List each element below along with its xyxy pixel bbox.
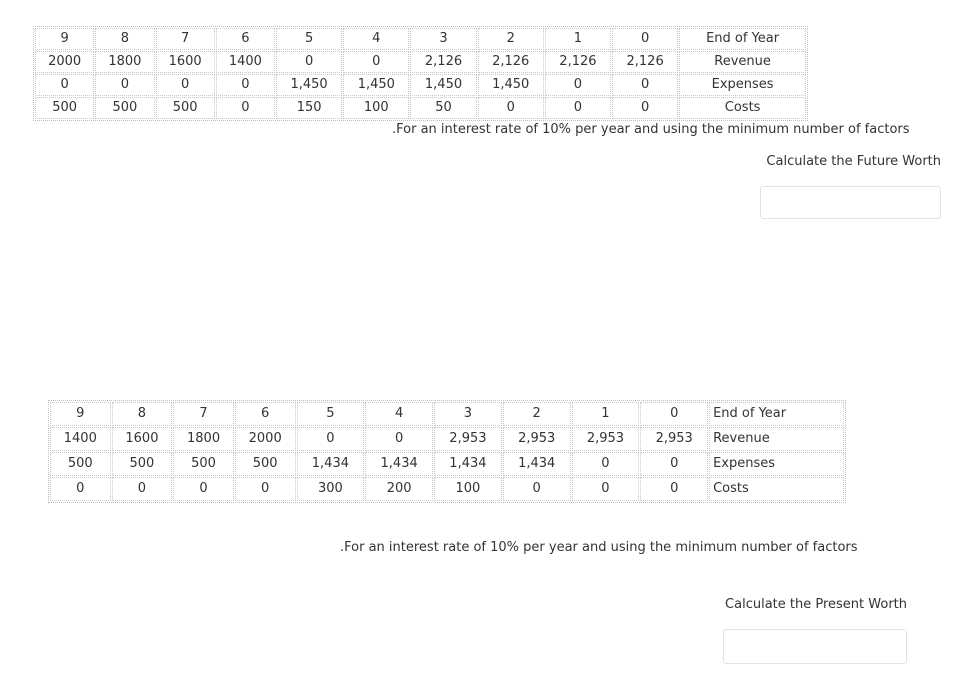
table-cell: 500 <box>173 452 234 476</box>
cash-flow-table-1-body <box>35 28 806 119</box>
interest-rate-text-1: .For an interest rate of 10% per year and using the minimum number of factors <box>392 122 910 137</box>
table-cell: 1800 <box>173 427 234 451</box>
table-row <box>50 427 844 451</box>
table-cell: 0 <box>478 97 544 119</box>
table-cell: 0 <box>216 74 275 96</box>
table-cell: 5 <box>276 28 342 50</box>
cash-flow-table-1 <box>33 26 808 121</box>
table-cell: 0 <box>612 74 678 96</box>
row-label: Revenue <box>709 427 844 451</box>
row-label: Expenses <box>709 452 844 476</box>
table-cell: 0 <box>235 477 296 501</box>
table-cell: 0 <box>640 402 708 426</box>
row-label: Costs <box>679 97 806 119</box>
calculate-future-worth-label: Calculate the Future Worth <box>766 154 941 169</box>
table-cell: 8 <box>95 28 154 50</box>
table-cell: 1,434 <box>297 452 365 476</box>
table-cell: 5 <box>297 402 365 426</box>
table-cell: 1,434 <box>365 452 433 476</box>
table-cell: 500 <box>156 97 215 119</box>
table-cell: 1,450 <box>478 74 544 96</box>
table-row <box>50 477 844 501</box>
table-cell: 500 <box>35 97 94 119</box>
table-cell: 150 <box>276 97 342 119</box>
table-cell: 100 <box>434 477 502 501</box>
table-cell: 2 <box>503 402 571 426</box>
present-worth-answer-input[interactable] <box>723 629 907 664</box>
table-cell: 0 <box>173 477 234 501</box>
table-cell: 2,126 <box>478 51 544 73</box>
table-row <box>35 97 806 119</box>
table-cell: 0 <box>216 97 275 119</box>
table-row <box>35 51 806 73</box>
table-cell: 2000 <box>235 427 296 451</box>
table-cell: 1 <box>545 28 611 50</box>
table-cell: 0 <box>112 477 173 501</box>
table-cell: 0 <box>276 51 342 73</box>
table-cell: 0 <box>343 51 409 73</box>
table-cell: 500 <box>50 452 111 476</box>
cash-flow-table-2-body <box>50 402 844 501</box>
table-cell: 0 <box>50 477 111 501</box>
table-cell: 0 <box>640 452 708 476</box>
table-cell: 6 <box>235 402 296 426</box>
table-cell: 3 <box>410 28 476 50</box>
table-cell: 1800 <box>95 51 154 73</box>
row-label: Costs <box>709 477 844 501</box>
row-label: Expenses <box>679 74 806 96</box>
table-cell: 1,450 <box>343 74 409 96</box>
table-cell: 0 <box>297 427 365 451</box>
interest-rate-text-2: .For an interest rate of 10% per year and using the minimum number of factors <box>340 540 858 555</box>
table-cell: 0 <box>156 74 215 96</box>
table-cell: 0 <box>365 427 433 451</box>
table-cell: 500 <box>235 452 296 476</box>
table-row <box>50 402 844 426</box>
table-cell: 2000 <box>35 51 94 73</box>
table-cell: 2 <box>478 28 544 50</box>
table-cell: 500 <box>95 97 154 119</box>
table-cell: 0 <box>95 74 154 96</box>
table-cell: 1,450 <box>276 74 342 96</box>
row-label: Revenue <box>679 51 806 73</box>
table-cell: 0 <box>640 477 708 501</box>
table-cell: 2,953 <box>640 427 708 451</box>
table-cell: 9 <box>35 28 94 50</box>
table-cell: 0 <box>612 97 678 119</box>
table-cell: 4 <box>365 402 433 426</box>
table-cell: 0 <box>612 28 678 50</box>
table-cell: 9 <box>50 402 111 426</box>
future-worth-answer-input[interactable] <box>760 186 941 219</box>
table-cell: 0 <box>572 452 640 476</box>
table-cell: 2,953 <box>434 427 502 451</box>
table-cell: 1,434 <box>503 452 571 476</box>
table-cell: 7 <box>156 28 215 50</box>
table-cell: 1600 <box>112 427 173 451</box>
table-cell: 300 <box>297 477 365 501</box>
table-cell: 0 <box>572 477 640 501</box>
table-cell: 1,434 <box>434 452 502 476</box>
table-cell: 50 <box>410 97 476 119</box>
table-cell: 2,126 <box>545 51 611 73</box>
table-cell: 3 <box>434 402 502 426</box>
table-cell: 0 <box>545 74 611 96</box>
table-cell: 1600 <box>156 51 215 73</box>
table-cell: 1 <box>572 402 640 426</box>
row-label: End of Year <box>679 28 806 50</box>
table-cell: 2,126 <box>410 51 476 73</box>
table-cell: 1400 <box>216 51 275 73</box>
table-cell: 0 <box>545 97 611 119</box>
table-cell: 7 <box>173 402 234 426</box>
row-label: End of Year <box>709 402 844 426</box>
table-cell: 4 <box>343 28 409 50</box>
table-cell: 6 <box>216 28 275 50</box>
table-cell: 2,126 <box>612 51 678 73</box>
table-cell: 2,953 <box>572 427 640 451</box>
table-cell: 1,450 <box>410 74 476 96</box>
table-cell: 0 <box>503 477 571 501</box>
calculate-present-worth-label: Calculate the Present Worth <box>725 597 907 612</box>
table-cell: 2,953 <box>503 427 571 451</box>
table-row <box>35 28 806 50</box>
table-cell: 500 <box>112 452 173 476</box>
table-cell: 1400 <box>50 427 111 451</box>
table-cell: 8 <box>112 402 173 426</box>
table-cell: 200 <box>365 477 433 501</box>
table-cell: 0 <box>35 74 94 96</box>
cash-flow-table-2 <box>48 400 846 503</box>
table-row <box>35 74 806 96</box>
table-row <box>50 452 844 476</box>
table-cell: 100 <box>343 97 409 119</box>
